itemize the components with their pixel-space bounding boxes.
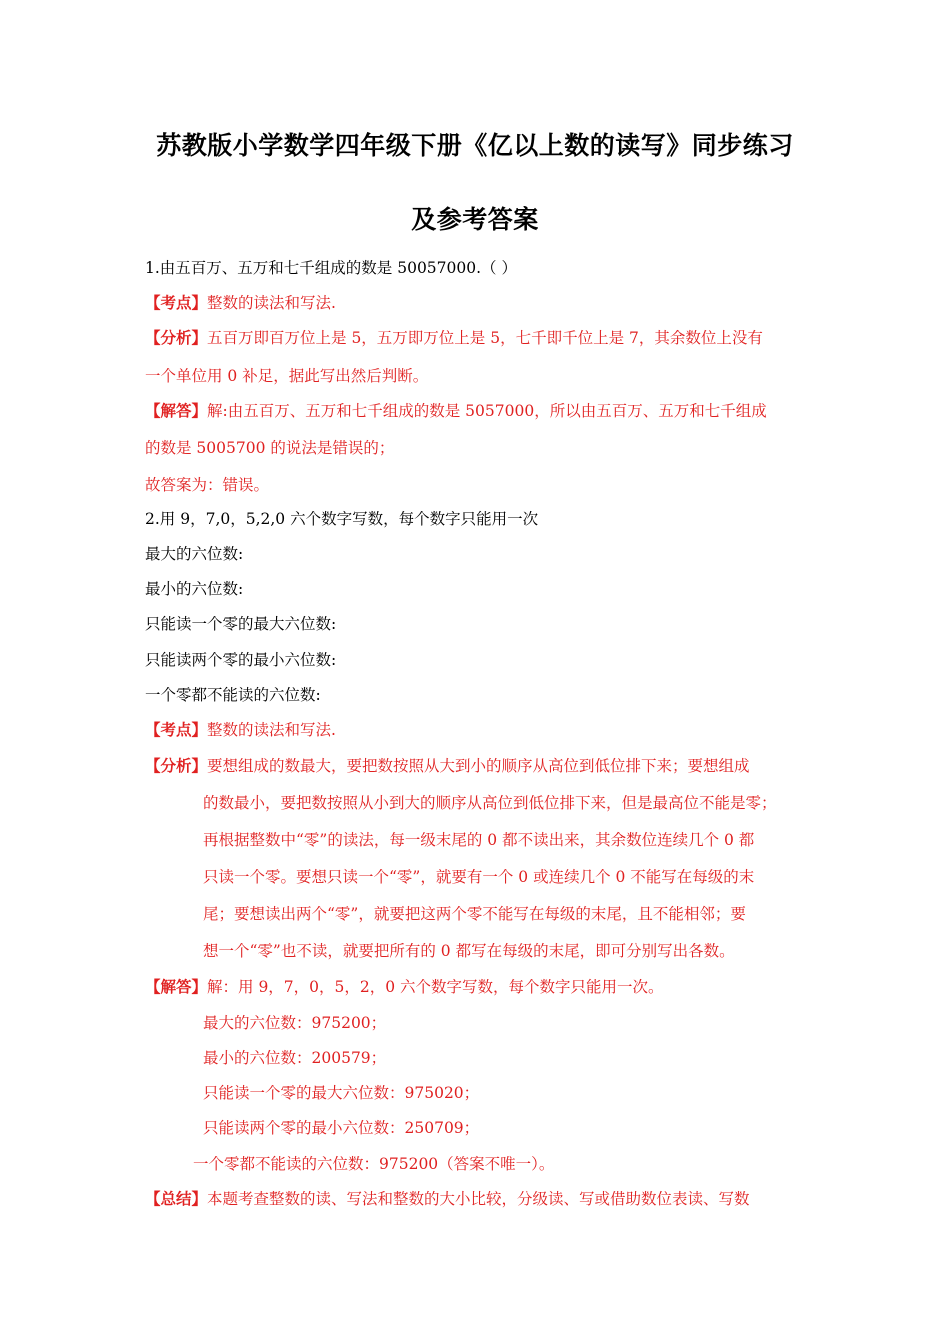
q2-jieda-text: 解：用 9，7，0，5，2，0 六个数字写数，每个数字只能用一次。 [207, 978, 664, 996]
q2-question: 2.用 9，7,0，5,2,0 六个数字写数，每个数字只能用一次 [145, 510, 539, 528]
q2-fenxi-text-3: 再根据整数中“零”的读法，每一级末尾的 0 都不读出来，其余数位连续几个 0 都 [203, 831, 755, 849]
q2-jieda-tag: 【解答】 [145, 977, 208, 996]
q2-kaodian-tag: 【考点】 [145, 720, 208, 739]
q2-fenxi-tag: 【分析】 [145, 756, 208, 775]
q1-kaodian-text: 整数的读法和写法. [207, 294, 336, 312]
q1-fenxi-tag: 【分析】 [145, 328, 208, 347]
q1-fenxi-text-2: 一个单位用 0 补足，据此写出然后判断。 [145, 367, 429, 385]
q2-item: 只能读两个零的最小六位数: [145, 651, 337, 669]
page-title-line2: 及参考答案 [411, 205, 539, 234]
q2-kaodian-text: 整数的读法和写法. [207, 721, 336, 739]
q1-fenxi-text-1: 五百万即百万位上是 5，五万即万位上是 5，七千即千位上是 7，其余数位上没有 [207, 329, 763, 347]
q2-fenxi-text-2: 的数最小，要把数按照从小到大的顺序从高位到低位排下来，但是最高位不能是零； [203, 794, 777, 812]
q1-jieda-tag: 【解答】 [145, 401, 208, 420]
q2-zongjie [145, 1189, 750, 1209]
q2-answer: 最大的六位数：975200； [203, 1014, 387, 1032]
q2-answer: 只能读两个零的最小六位数：250709； [203, 1119, 480, 1137]
q1-question: 1.由五百万、五万和七千组成的数是 50057000.（ ） [145, 259, 517, 277]
q2-fenxi [145, 756, 750, 776]
q1-answer: 故答案为：错误。 [145, 476, 270, 494]
q2-fenxi-text-6: 想一个“零”也不读，就要把所有的 0 都写在每级的末尾，即可分别写出各数。 [203, 942, 735, 960]
q2-zongjie-text: 本题考查整数的读、写法和整数的大小比较，分级读、写或借助数位表读、写数 [207, 1190, 750, 1208]
q1-kaodian [145, 293, 336, 313]
q2-item: 只能读一个零的最大六位数: [145, 615, 337, 633]
page-title-line1: 苏教版小学数学四年级下册《亿以上数的读写》同步练习 [156, 131, 794, 160]
q2-zongjie-tag: 【总结】 [145, 1189, 208, 1208]
q2-answer: 只能读一个零的最大六位数：975020； [203, 1084, 480, 1102]
q2-item: 一个零都不能读的六位数: [145, 686, 321, 704]
q2-answer: 一个零都不能读的六位数：975200（答案不唯一）。 [193, 1155, 555, 1173]
q1-jieda-text-2: 的数是 5005700 的说法是错误的； [145, 439, 395, 457]
q1-fenxi [145, 328, 763, 348]
q1-jieda [145, 401, 767, 421]
q2-jieda [145, 977, 664, 997]
q2-fenxi-text-1: 要想组成的数最大，要把数按照从大到小的顺序从高位到低位排下来；要想组成 [207, 757, 750, 775]
q1-jieda-text-1: 解:由五百万、五万和七千组成的数是 5057000，所以由五百万、五万和七千组成 [207, 402, 767, 420]
q2-kaodian [145, 720, 336, 740]
q2-fenxi-text-5: 尾；要想读出两个“零”，就要把这两个零不能写在每级的末尾，且不能相邻；要 [203, 905, 746, 923]
q1-kaodian-tag: 【考点】 [145, 293, 208, 312]
q2-item: 最大的六位数: [145, 545, 244, 563]
q2-answer: 最小的六位数：200579； [203, 1049, 387, 1067]
q2-item: 最小的六位数: [145, 580, 244, 598]
q2-fenxi-text-4: 只读一个零。要想只读一个“零”，就要有一个 0 或连续几个 0 不能写在每级的末 [203, 868, 755, 886]
